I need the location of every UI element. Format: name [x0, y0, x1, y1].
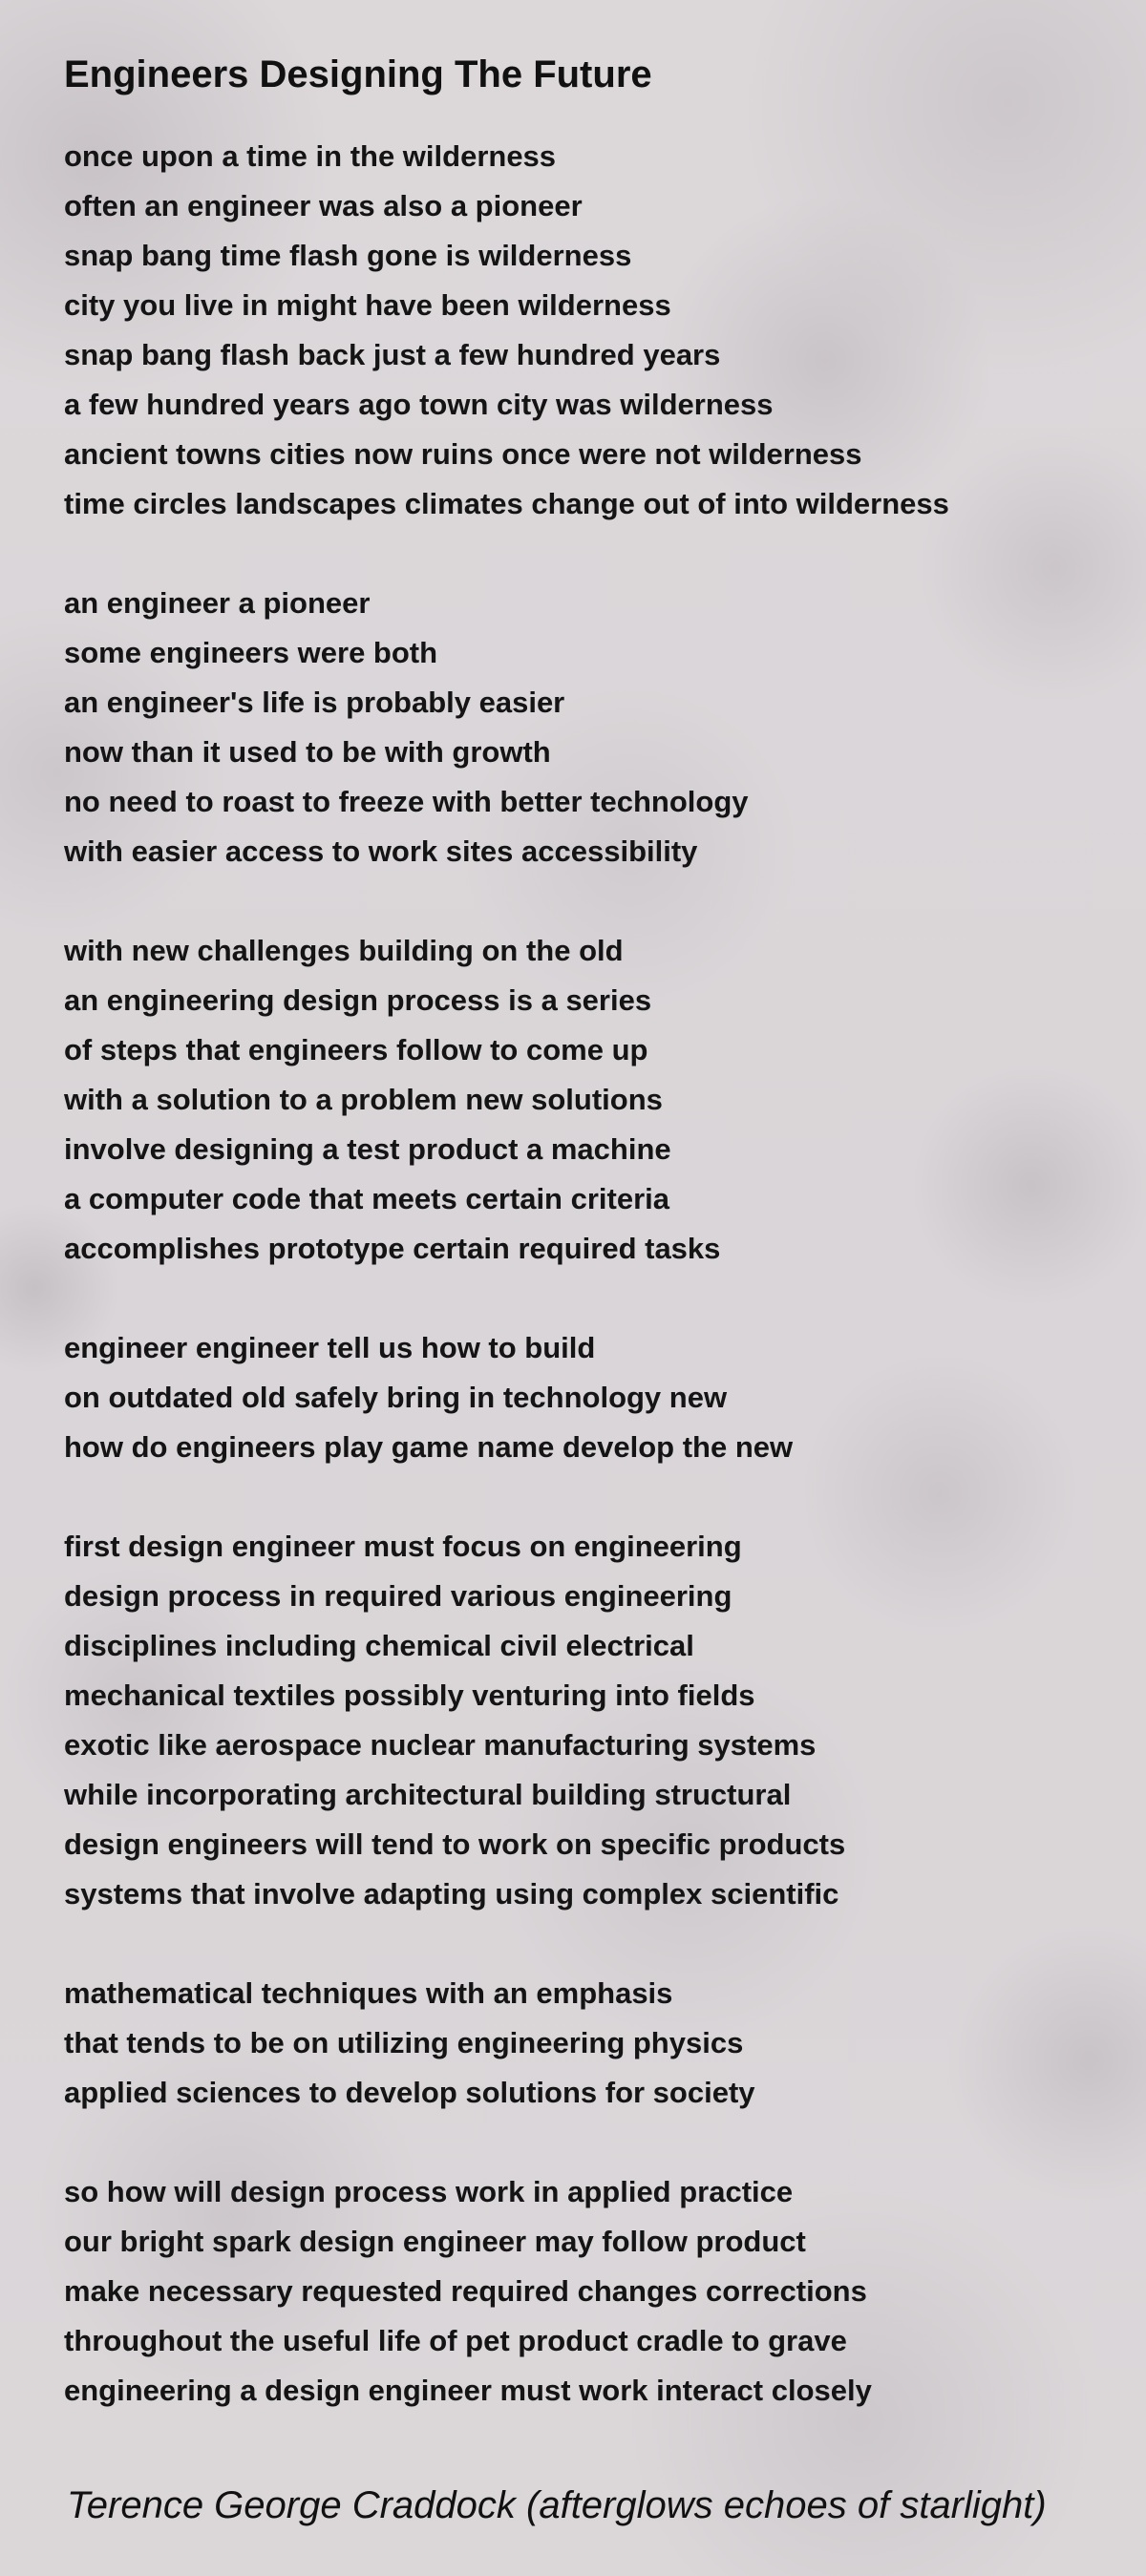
poem-line: systems that involve adapting using complex scientific [64, 1877, 839, 1911]
stanza [64, 132, 1146, 529]
poem-line: with easier access to work sites accessibility [64, 834, 698, 868]
poem-line: once upon a time in the wilderness [64, 139, 557, 173]
poem-line: make necessary requested required changes corrections [64, 2274, 867, 2308]
poem-line: snap bang flash back just a few hundred years [64, 338, 721, 371]
poem-line: some engineers were both [64, 636, 438, 669]
poem-title: Engineers Designing The Future [64, 53, 652, 95]
poem-line: often an engineer was also a pioneer [64, 189, 583, 222]
stanza [64, 1323, 1146, 1472]
poem-line: a few hundred years ago town city was wilderness [64, 388, 774, 421]
stanza [64, 1969, 1146, 2118]
poem-line: design process in required various engineering [64, 1579, 732, 1613]
poem-line: no need to roast to freeze with better technology [64, 785, 749, 818]
poem-line: so how will design process work in applied practice [64, 2175, 794, 2208]
poem-line: how do engineers play game name develop the new [64, 1430, 794, 1464]
poem-line: design engineers will tend to work on specific products [64, 1827, 846, 1861]
poem-line: time circles landscapes climates change out of into wilderness [64, 487, 949, 520]
poem-line: with new challenges building on the old [64, 934, 624, 967]
poem-line: throughout the useful life of pet product cradle to grave [64, 2324, 847, 2357]
poem-line: our bright spark design engineer may follow product [64, 2225, 806, 2258]
poem-line: accomplishes prototype certain required tasks [64, 1232, 721, 1265]
stanza [64, 926, 1146, 1274]
stanza [64, 1522, 1146, 1919]
poem-line: disciplines including chemical civil electrical [64, 1629, 694, 1662]
poem-line: involve designing a test product a machine [64, 1132, 671, 1166]
poem-line: applied sciences to develop solutions for society [64, 2076, 755, 2109]
poem-line: now than it used to be with growth [64, 735, 551, 769]
poem-line: with a solution to a problem new solutions [64, 1083, 663, 1116]
poem-line: an engineering design process is a series [64, 983, 652, 1017]
poem-line: a computer code that meets certain criteria [64, 1182, 670, 1215]
poem-line: on outdated old safely bring in technology new [64, 1381, 728, 1414]
stanza [64, 2167, 1146, 2416]
poem-line: engineering a design engineer must work interact closely [64, 2374, 872, 2407]
poem-line: first design engineer must focus on engineering [64, 1530, 742, 1563]
poem-body [64, 132, 1146, 2416]
poem-line: while incorporating architectural building structural [64, 1778, 792, 1811]
poem-line: mathematical techniques with an emphasis [64, 1976, 673, 2010]
poem-author: Terence George Craddock (afterglows echoes of starlight) [67, 2484, 1047, 2526]
poem-line: city you live in might have been wilderness [64, 288, 671, 322]
poem-line: an engineer's life is probably easier [64, 686, 565, 719]
poem-line: exotic like aerospace nuclear manufacturing systems [64, 1728, 817, 1762]
poem-line: ancient towns cities now ruins once were not wilderness [64, 437, 862, 471]
poem-line: an engineer a pioneer [64, 586, 371, 620]
poem-line: that tends to be on utilizing engineering physics [64, 2026, 744, 2059]
poem-line: mechanical textiles possibly venturing into fields [64, 1679, 755, 1712]
poem-line: engineer engineer tell us how to build [64, 1331, 596, 1364]
poem-line: snap bang time flash gone is wilderness [64, 239, 632, 272]
stanza [64, 579, 1146, 876]
poem-line: of steps that engineers follow to come up [64, 1033, 648, 1066]
